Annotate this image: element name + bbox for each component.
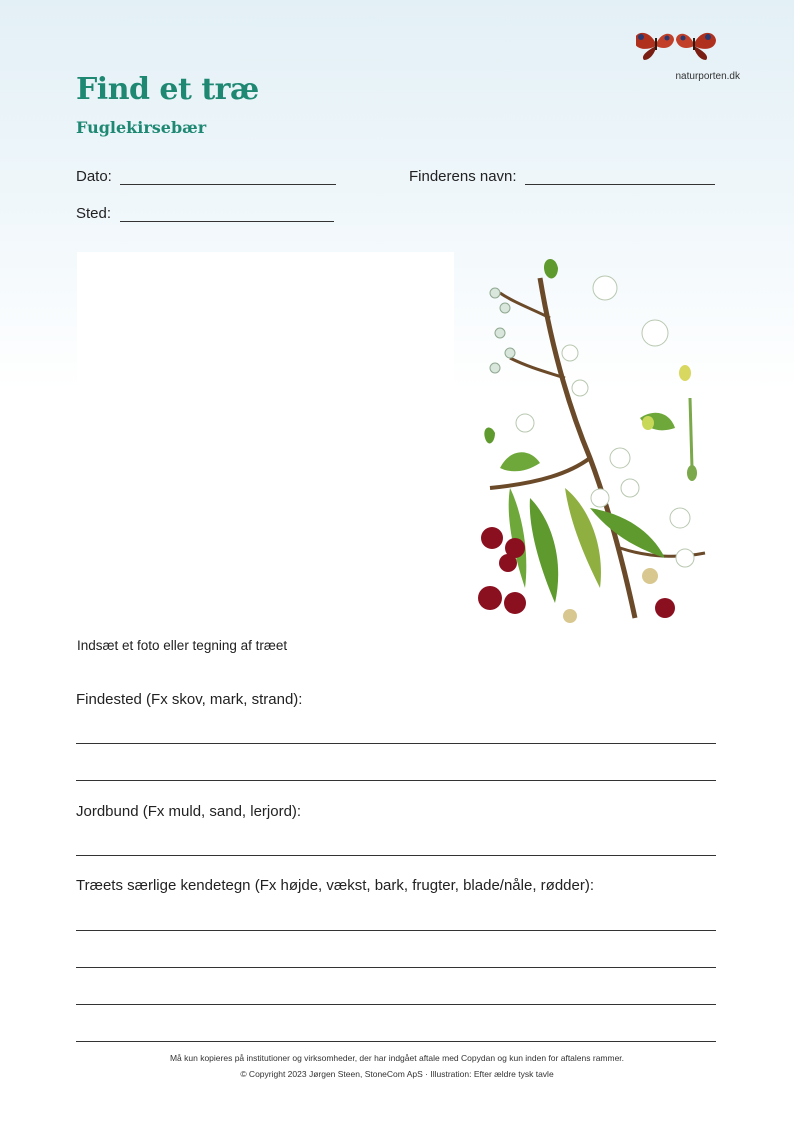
features-label: Træets særlige kendetegn (Fx højde, vækst, bark, frugter, blade/nåle, rødder):: [76, 877, 594, 894]
page-title: Find et træ: [76, 72, 259, 107]
location-label: Findested (Fx skov, mark, strand):: [76, 691, 303, 708]
soil-label: Jordbund (Fx muld, sand, lerjord):: [76, 803, 302, 820]
footer-license: Må kun kopieres på institutioner og virksomheder, der har indgået aftale med Copydan og kun inden for aftalens rammer.: [169, 1053, 625, 1063]
features-line-1[interactable]: [76, 930, 716, 931]
date-field[interactable]: [120, 184, 336, 185]
place-field[interactable]: [120, 221, 334, 222]
finder-name-field[interactable]: [525, 184, 715, 185]
butterfly-icon: [636, 26, 716, 62]
cherry-branch-illustration: [470, 258, 720, 643]
place-label: Sted:: [76, 205, 112, 222]
location-line-1[interactable]: [76, 743, 716, 744]
date-label: Dato:: [76, 168, 112, 185]
finder-name-label: Finderens navn:: [409, 168, 517, 185]
soil-line-1[interactable]: [76, 855, 716, 856]
photo-drawing-area[interactable]: [77, 252, 454, 624]
features-line-4[interactable]: [76, 1041, 716, 1042]
features-line-3[interactable]: [76, 1004, 716, 1005]
location-line-2[interactable]: [76, 780, 716, 781]
photo-caption: Indsæt et foto eller tegning af træet: [77, 638, 288, 653]
footer-copyright: © Copyright 2023 Jørgen Steen, StoneCom ApS · Illustration: Efter ældre tysk tavle: [240, 1069, 554, 1079]
page-subtitle: Fuglekirsebær: [76, 118, 207, 137]
brand-name: naturporten.dk: [675, 71, 740, 82]
features-line-2[interactable]: [76, 967, 716, 968]
